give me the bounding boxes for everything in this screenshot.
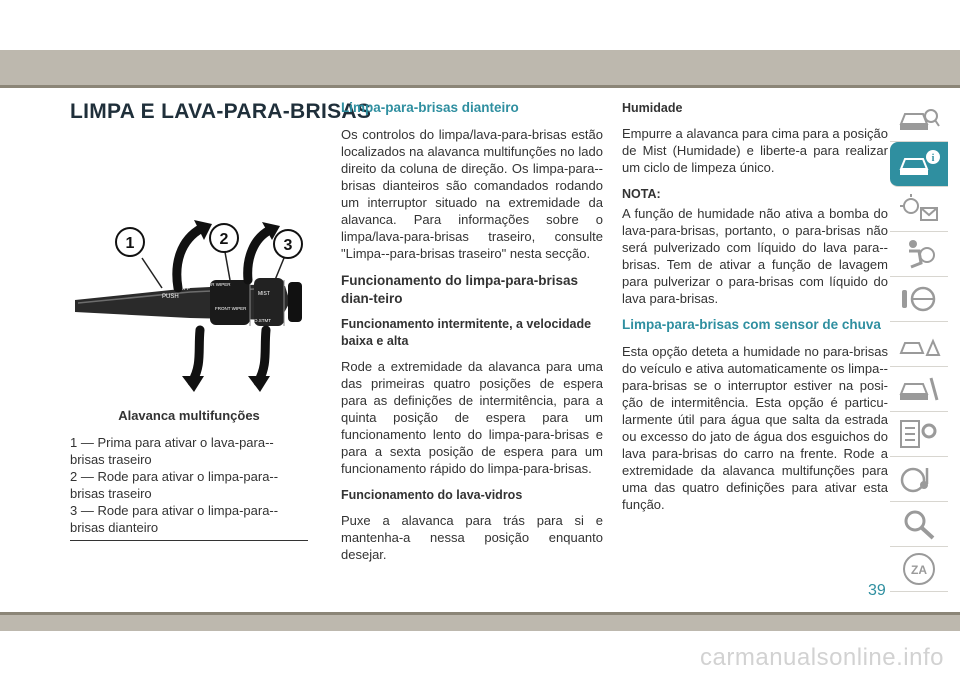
callout-3: 3 (283, 237, 293, 254)
mist-label: MIST (258, 291, 270, 297)
tab-starting-driving[interactable] (890, 277, 948, 322)
footer-band (0, 615, 960, 631)
car-info-icon (897, 147, 941, 181)
note-label: NOTA: (622, 187, 661, 201)
legend-item-1: 1 — Prima para ativar o lava-para--brisas traseiro (70, 435, 274, 467)
mist-paragraph: Empurre a alavanca para cima para a posição de Mist (Humidade) e liberte-a para realizar um ciclo de limpeza único. (622, 126, 888, 175)
push-label: PUSH (162, 294, 179, 300)
tab-car-info[interactable] (890, 142, 948, 187)
front-wiper-paragraph: Os controlos do limpa/lava-para-brisas estão localizados na alavanca multifunções no lado direito da coluna de direção. Os limpa-para--brisas dianteiros são comandados rodando um interruptor situado na extremidade da alavanca. Para informações sobre o limpa/lava-para-brisas traseiro, consulte "Limpa--para-brisas traseiro" nesta secção. (341, 127, 603, 261)
figure-caption: Alavanca multifunções (118, 408, 260, 423)
tab-emergencies[interactable] (890, 322, 948, 367)
tab-specifications[interactable] (890, 412, 948, 457)
magnifier-icon (897, 507, 941, 541)
multifunction-lever-illustration (70, 140, 308, 402)
tab-servicing[interactable] (890, 367, 948, 412)
rain-sensor-heading: Limpa-para-brisas com sensor de chuva (622, 317, 881, 332)
car-tools-icon (897, 372, 941, 406)
washer-heading: Funcionamento do lava-vidros (341, 488, 523, 502)
off-label: OFF (180, 286, 190, 292)
front-wiper-label: FRONT WIPER (215, 306, 247, 311)
left-column (70, 100, 372, 541)
chapter-nav (890, 97, 948, 592)
car-search-icon (897, 102, 941, 136)
lever-figure (70, 140, 308, 402)
washer-paragraph: Puxe a alavanca para trás para si e mantenha-a nessa posição enquanto desejar. (341, 513, 603, 562)
o-stmt-label: O.STMT (254, 318, 271, 323)
airbag-seat-icon (897, 237, 941, 271)
svg-text:ZA: ZA (911, 563, 927, 577)
legend-rule (70, 540, 308, 541)
multimedia-map-icon (897, 462, 941, 496)
steering-wheel-key-icon (897, 282, 941, 316)
mist-heading: Humidade (622, 101, 683, 115)
tab-car-search[interactable] (890, 97, 948, 142)
svg-text:i: i (931, 153, 935, 164)
watermark: carmanualsonline.info (700, 644, 944, 671)
tab-multimedia[interactable] (890, 457, 948, 502)
warning-light-message-icon (897, 192, 941, 226)
tab-customer-assistance[interactable] (890, 502, 948, 547)
legend-item-2: 2 — Rode para ativar o limpa-para--brisas traseiro (70, 469, 279, 501)
alphabet-index-icon (897, 552, 941, 586)
page-top-margin (0, 0, 960, 50)
tab-index[interactable] (890, 547, 948, 592)
tab-warning-lights[interactable] (890, 187, 948, 232)
intermittent-paragraph: Rode a extremidade da alavanca para uma das primeiras quatro posições de espera para as definições de intermitência, para a quinta posição de espera para um funcionamento lento do limpa-para-brisas e para a sexta posição de espera para um funcionamento rápido do limpa-para-brisas. (341, 359, 603, 476)
tab-safety[interactable] (890, 232, 948, 277)
front-wiper-heading: Limpa-para-brisas dianteiro (341, 100, 519, 115)
middle-column (341, 100, 603, 573)
right-column (622, 100, 888, 523)
roadside-warning-icon (897, 327, 941, 361)
rain-sensor-paragraph: Esta opção deteta a humidade no para-brisas do veículo e ativa automaticamente os limpa--para-brisas se o interruptor estiver na posi-ção de intermitência. Esta opção é particu-larmente útil para água que salta da estrada ou excesso do jato de água dos esguichos do lava para-brisas do carro na frente. Rode a extremidade da alavanca multifunções para uma das quatro definições para ativar esta função. (622, 344, 888, 512)
intermittent-heading: Funcionamento intermitente, a velocidade baixa e alta (341, 317, 592, 348)
header-rule (0, 85, 960, 88)
legend-item-3: 3 — Rode para ativar o limpa-para--brisas dianteiro (70, 503, 279, 535)
callout-1: 1 (125, 235, 135, 252)
note-paragraph: A função de humidade não ativa a bomba do lava-para-brisas, portanto, o para-brisas não será pulverizado com líquido do lava para--brisas. Tem de ativar a função de lavagem para pulverizar o para-brisas com líquido do lava para-brisas. (622, 206, 888, 306)
checklist-gear-icon (897, 417, 941, 451)
page-number: 39 (868, 582, 886, 599)
callout-2: 2 (219, 231, 229, 248)
header-band (0, 50, 960, 85)
figure-legend (70, 434, 308, 536)
front-wiper-operation-heading: Funcionamento do limpa-para-brisas dian-teiro (341, 273, 579, 306)
section-title: LIMPA E LAVA-PARA-BRISAS (70, 100, 372, 123)
rear-wiper-label: REAR WIPER (202, 282, 231, 287)
